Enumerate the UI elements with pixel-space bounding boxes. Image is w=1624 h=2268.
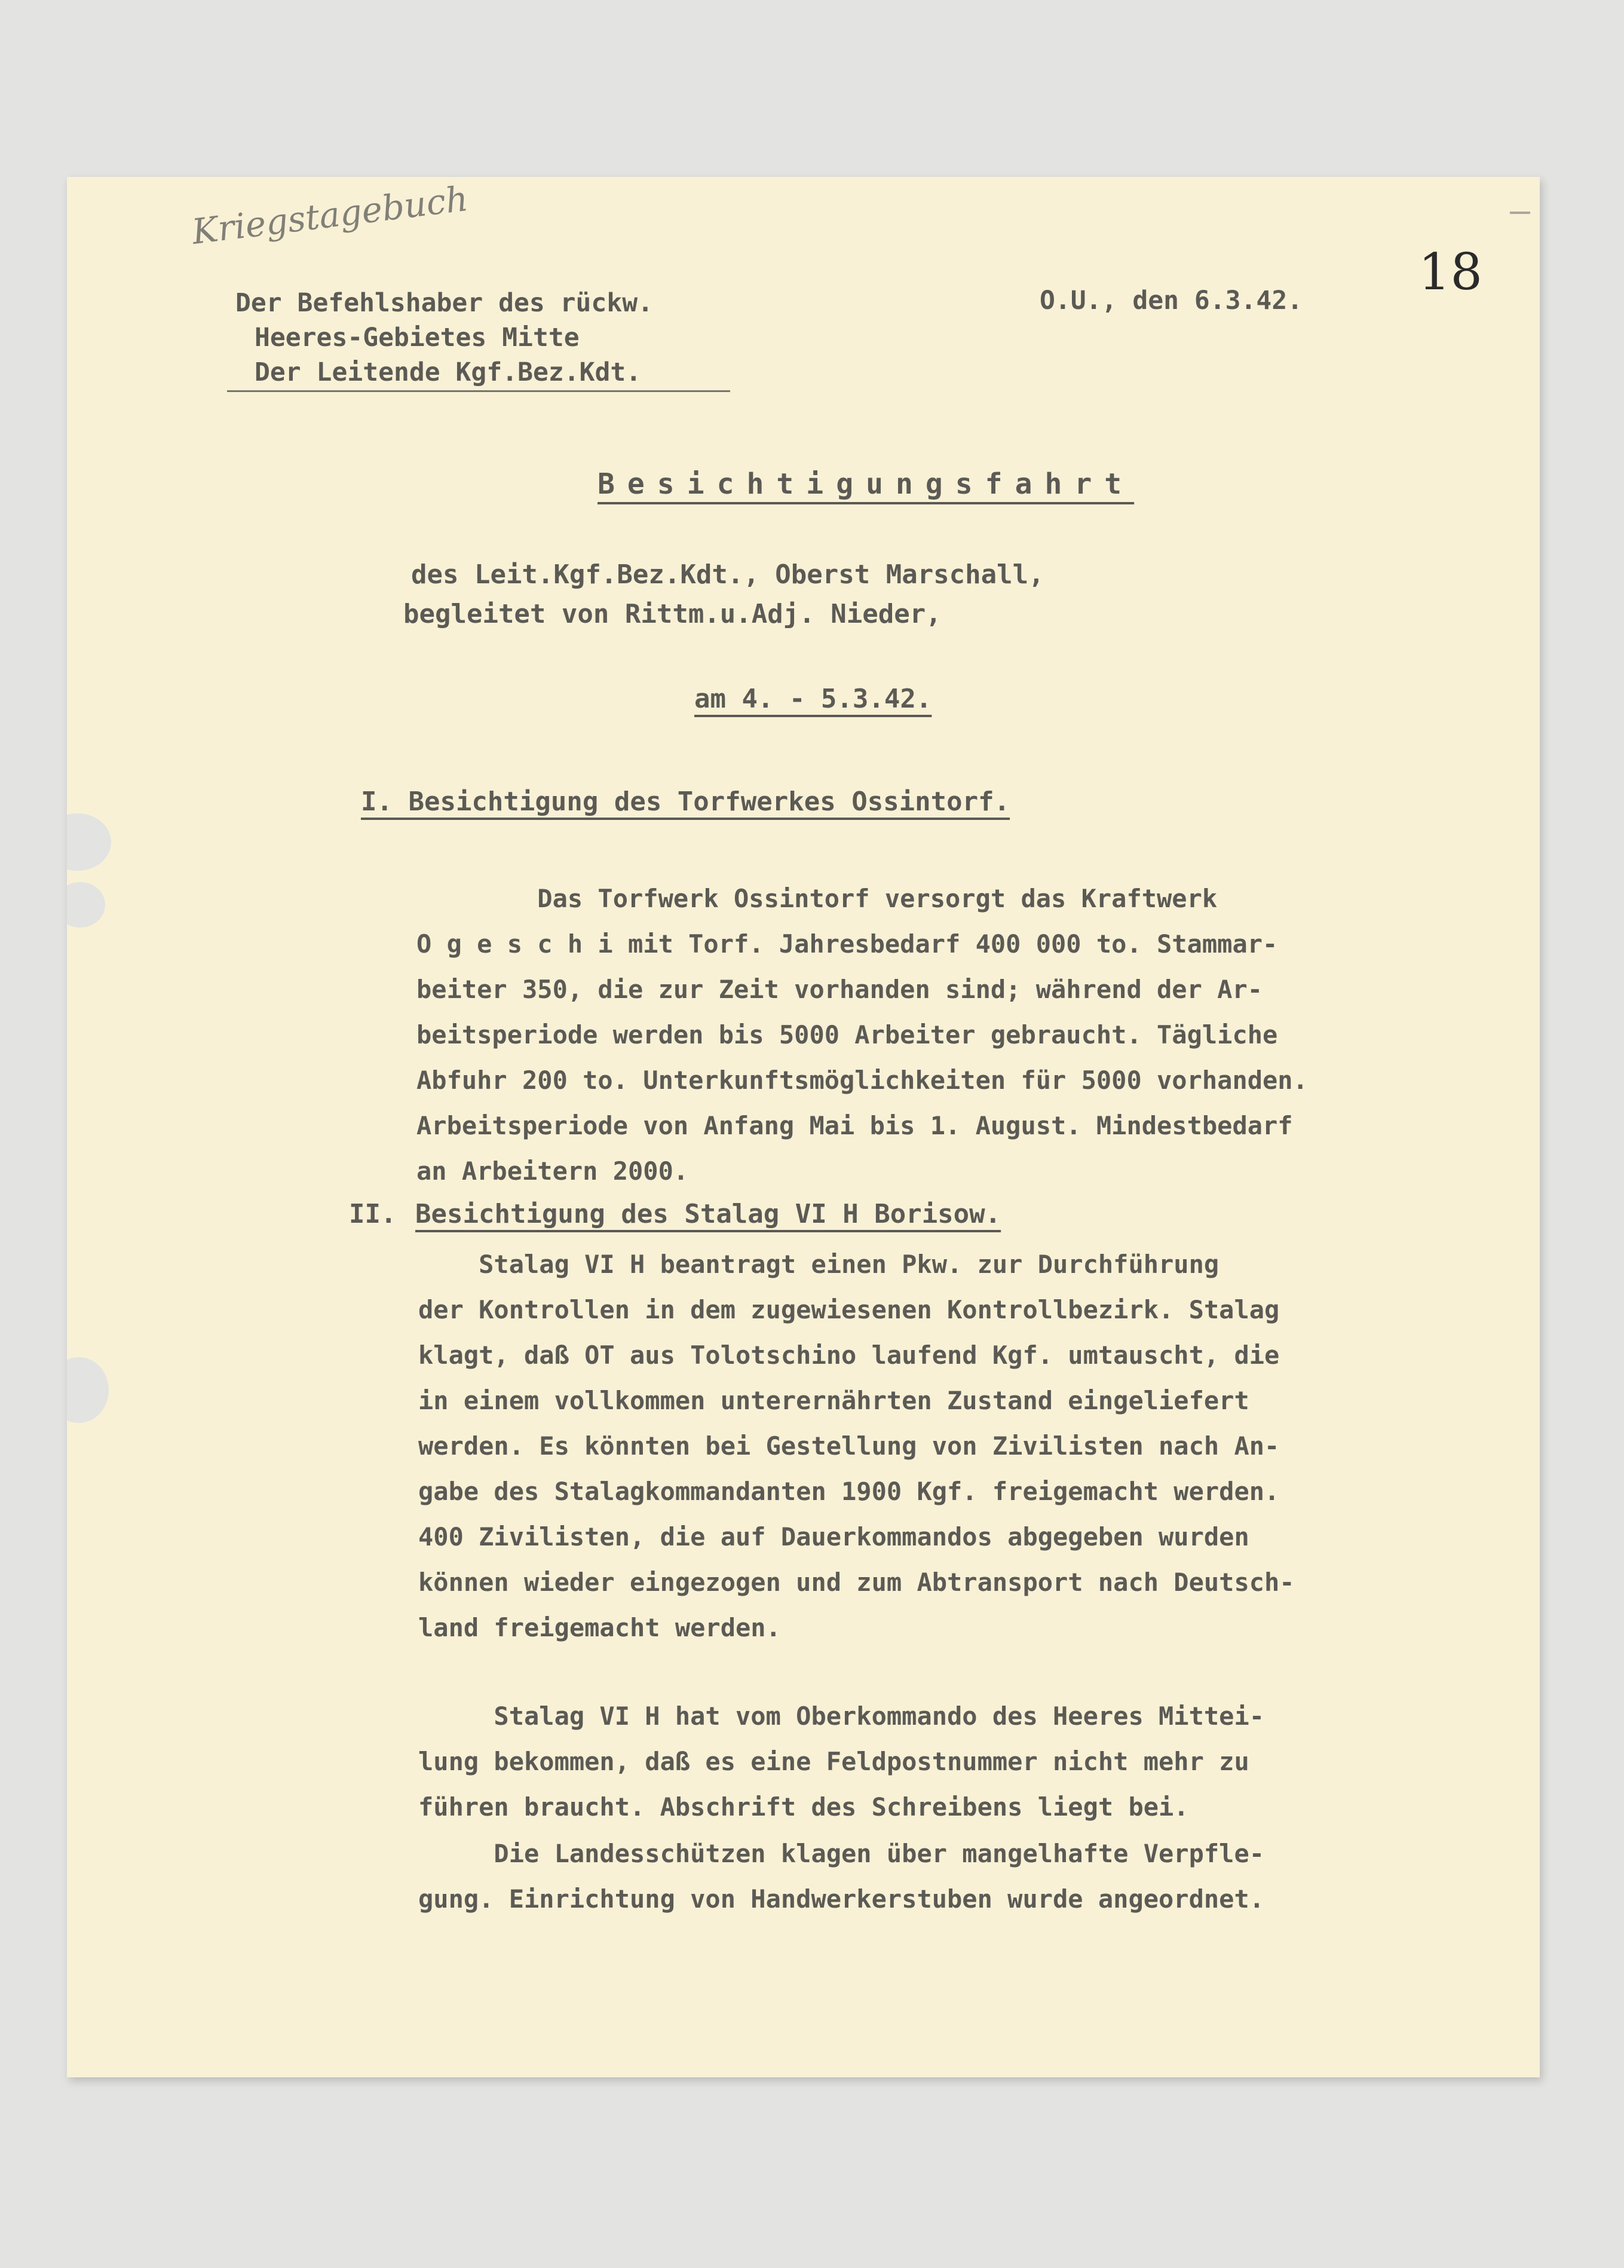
pencil-mark bbox=[1510, 212, 1530, 214]
section-1-paragraph-1: Das Torfwerk Ossintorf versorgt das Kraftwerk O g e s c h i mit Torf. Jahresbedarf 400 000 to. Stammar- beiter 350, die zur Zeit vorhanden sind; während der Ar- beitsperiode werden bis 5000 Arbeiter gebraucht. Tägliche Abfuhr 200 to. Unterkunftsmöglichkeiten für 5000 vorhanden. Arbeitsperiode von Anfang Mai bis 1. August. Mindestbedarf an Arbeitern 2000. bbox=[416, 884, 1308, 1186]
place-and-date: O.U., den 6.3.42. bbox=[1040, 286, 1303, 316]
section-1-heading: I. Besichtigung des Torfwerkes Ossintorf. bbox=[361, 786, 1010, 817]
folio-number: 18 bbox=[1418, 243, 1482, 301]
section-2-paragraph-3: Die Landesschützen klagen über mangelhafte Verpfle- gung. Einrichtung von Handwerkerstuben wurde angeordnet. bbox=[418, 1839, 1265, 1914]
document-title: Besichtigungsfahrt bbox=[597, 467, 1135, 501]
section-2-heading: Besichtigung des Stalag VI H Borisow. bbox=[415, 1199, 1001, 1229]
subtitle-line-1: des Leit.Kgf.Bez.Kdt., Oberst Marschall, bbox=[411, 559, 1044, 590]
document-page bbox=[67, 177, 1540, 2077]
section-2-paragraph-1: Stalag VI H beantragt einen Pkw. zur Durchführung der Kontrollen in dem zugewiesenen Kontrollbezirk. Stalag klagt, daß OT aus Tolotschino laufend Kgf. umtauscht, die in einem vollkommen unterernährten Zustand eingeliefert werden. Es könnten bei Gestellung von Zivilisten nach An- gabe des Stalagkommandanten 1900 Kgf. freigemacht werden. 400 Zivilisten, die auf Dauerkommandos abgegeben wurden können wieder eingezogen und zum Abtransport nach Deutsch- land freigemacht werden. bbox=[418, 1250, 1295, 1642]
punch-hole bbox=[67, 813, 111, 871]
date-range: am 4. - 5.3.42. bbox=[694, 684, 932, 714]
sender-line-2: Heeres-Gebietes Mitte bbox=[255, 323, 580, 353]
punch-hole bbox=[67, 882, 105, 928]
handwritten-note: Kriegstagebuch bbox=[189, 177, 470, 253]
sender-line-3: Der Leitende Kgf.Bez.Kdt. bbox=[255, 357, 642, 387]
punch-hole bbox=[67, 1357, 109, 1423]
subtitle-line-2: begleitet von Rittm.u.Adj. Nieder, bbox=[403, 599, 942, 629]
section-2-paragraph-2: Stalag VI H hat vom Oberkommando des Heeres Mittei- lung bekommen, daß es eine Feldpostnummer nicht mehr zu führen braucht. Abschrift des Schreibens liegt bei. bbox=[418, 1701, 1265, 1822]
section-2-number: II. bbox=[349, 1199, 397, 1229]
sender-underline bbox=[227, 390, 730, 392]
sender-line-1: Der Befehlshaber des rückw. bbox=[235, 288, 653, 318]
